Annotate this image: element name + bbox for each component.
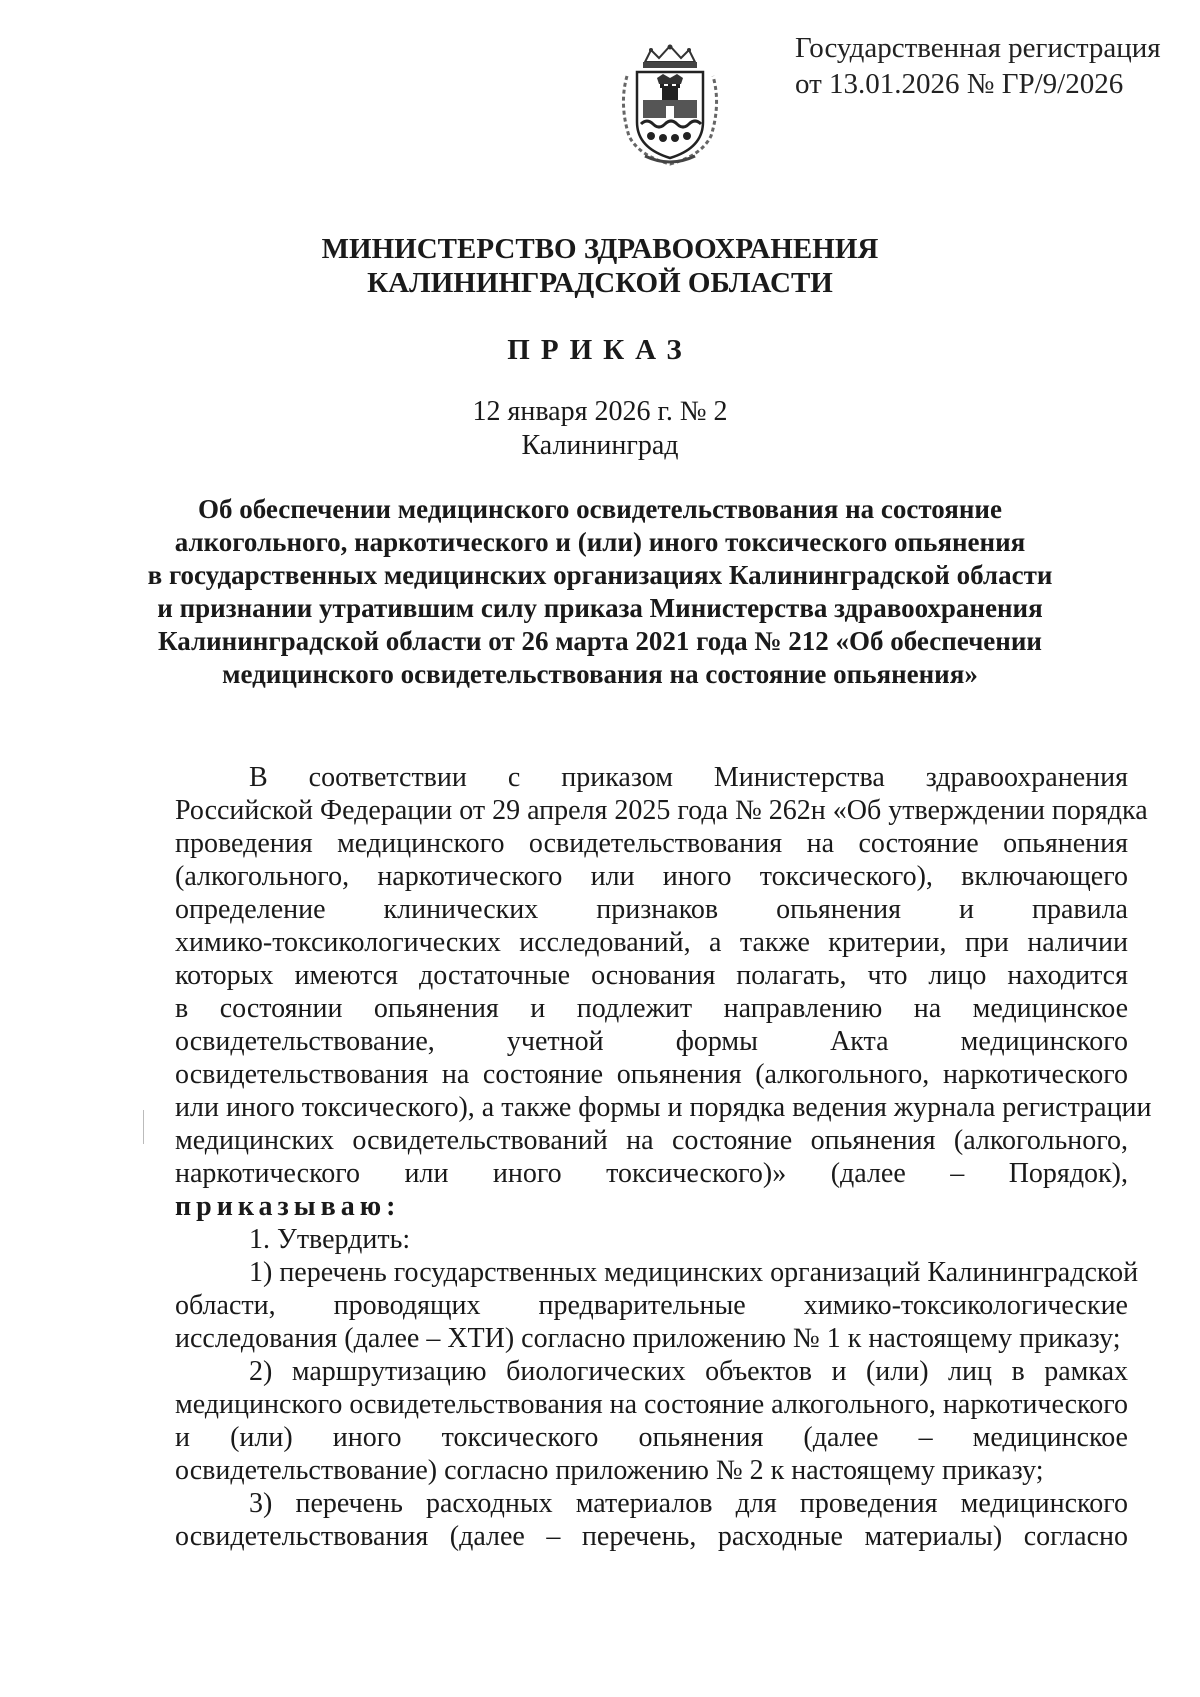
subitem-2-line: 2) маршрутизацию биологических объектов и (или) лиц в рамках — [249, 1356, 1128, 1387]
subject-line: Калининградской области от 26 марта 2021 года № 212 «Об обеспечении — [158, 626, 1042, 656]
ministry-name — [0, 232, 1200, 300]
preamble-line: определение клинических признаков опьянения и правила — [175, 894, 1128, 925]
order-verb: приказываю: — [175, 1191, 401, 1222]
subitem-1-line: 1) перечень государственных медицинских организаций Калининградской — [249, 1257, 1139, 1288]
subitem-2-line: освидетельствование) согласно приложению № 2 к настоящему приказу; — [175, 1455, 1044, 1486]
preamble-line: в состоянии опьянения и подлежит направлению на медицинское — [175, 993, 1128, 1024]
registration-stamp — [795, 30, 1161, 102]
preamble-line: химико-токсикологических исследований, а также критерии, при наличии — [175, 927, 1128, 958]
date-and-place — [0, 395, 1200, 463]
preamble-paragraph — [175, 761, 1152, 1553]
order-date-number: 12 января 2026 г. № 2 — [472, 396, 728, 427]
preamble-line: которых имеются достаточные основания полагать, что лицо находится — [175, 960, 1128, 991]
preamble-line: наркотического или иного токсического)» (далее – Порядок), — [175, 1158, 1128, 1189]
preamble-line: (алкогольного, наркотического или иного токсического), включающего — [175, 861, 1128, 892]
preamble-line: В соответствии с приказом Министерства здравоохранения — [249, 762, 1128, 793]
subject-line: в государственных медицинских организациях Калининградской области — [147, 560, 1053, 590]
subject-line: Об обеспечении медицинского освидетельствования на состояние — [198, 494, 1002, 524]
item-1-heading: 1. Утвердить: — [249, 1224, 411, 1255]
subitem-3-line: 3) перечень расходных материалов для проведения медицинского — [249, 1488, 1128, 1519]
preamble-line: медицинских освидетельствований на состояние опьянения (алкогольного, — [175, 1125, 1128, 1156]
document-type: ПРИКАЗ — [507, 334, 693, 366]
order-city: Калининград — [521, 430, 679, 461]
subitem-3-line: освидетельствования (далее – перечень, расходные материалы) согласно — [175, 1521, 1128, 1552]
preamble-line: освидетельствования на состояние опьянения (алкогольного, наркотического — [175, 1059, 1128, 1090]
preamble-line: проведения медицинского освидетельствования на состояние опьянения — [175, 828, 1128, 859]
subitem-2-line: и (или) иного токсического опьянения (далее – медицинское — [175, 1422, 1128, 1453]
ministry-line-1: МИНИСТЕРСТВО ЗДРАВООХРАНЕНИЯ — [321, 233, 879, 265]
subitem-1-line: области, проводящих предварительные химико-токсикологические — [175, 1290, 1128, 1321]
subject-line: и признании утратившим силу приказа Министерства здравоохранения — [157, 593, 1043, 623]
order-subject — [0, 493, 1200, 691]
preamble-line: или иного токсического), а также формы и порядка ведения журнала регистрации — [175, 1092, 1152, 1123]
registration-line-1: Государственная регистрация — [795, 32, 1161, 64]
registration-line-2: от 13.01.2026 № ГР/9/2026 — [795, 68, 1124, 100]
preamble-line: освидетельствование, учетной формы Акта медицинского — [175, 1026, 1128, 1057]
ministry-line-2: КАЛИНИНГРАДСКОЙ ОБЛАСТИ — [367, 267, 833, 299]
preamble-line: Российской Федерации от 29 апреля 2025 года № 262н «Об утверждении порядка — [175, 795, 1148, 826]
kaliningrad-coat-of-arms-icon — [617, 44, 723, 166]
subject-line: алкогольного, наркотического и (или) иного токсического опьянения — [174, 527, 1026, 557]
subject-line: медицинского освидетельствования на состояние опьянения» — [222, 659, 978, 689]
margin-mark — [143, 1110, 144, 1144]
subitem-2-line: медицинского освидетельствования на состояние алкогольного, наркотического — [175, 1389, 1128, 1420]
subitem-1-line: исследования (далее – ХТИ) согласно приложению № 1 к настоящему приказу; — [175, 1323, 1121, 1354]
